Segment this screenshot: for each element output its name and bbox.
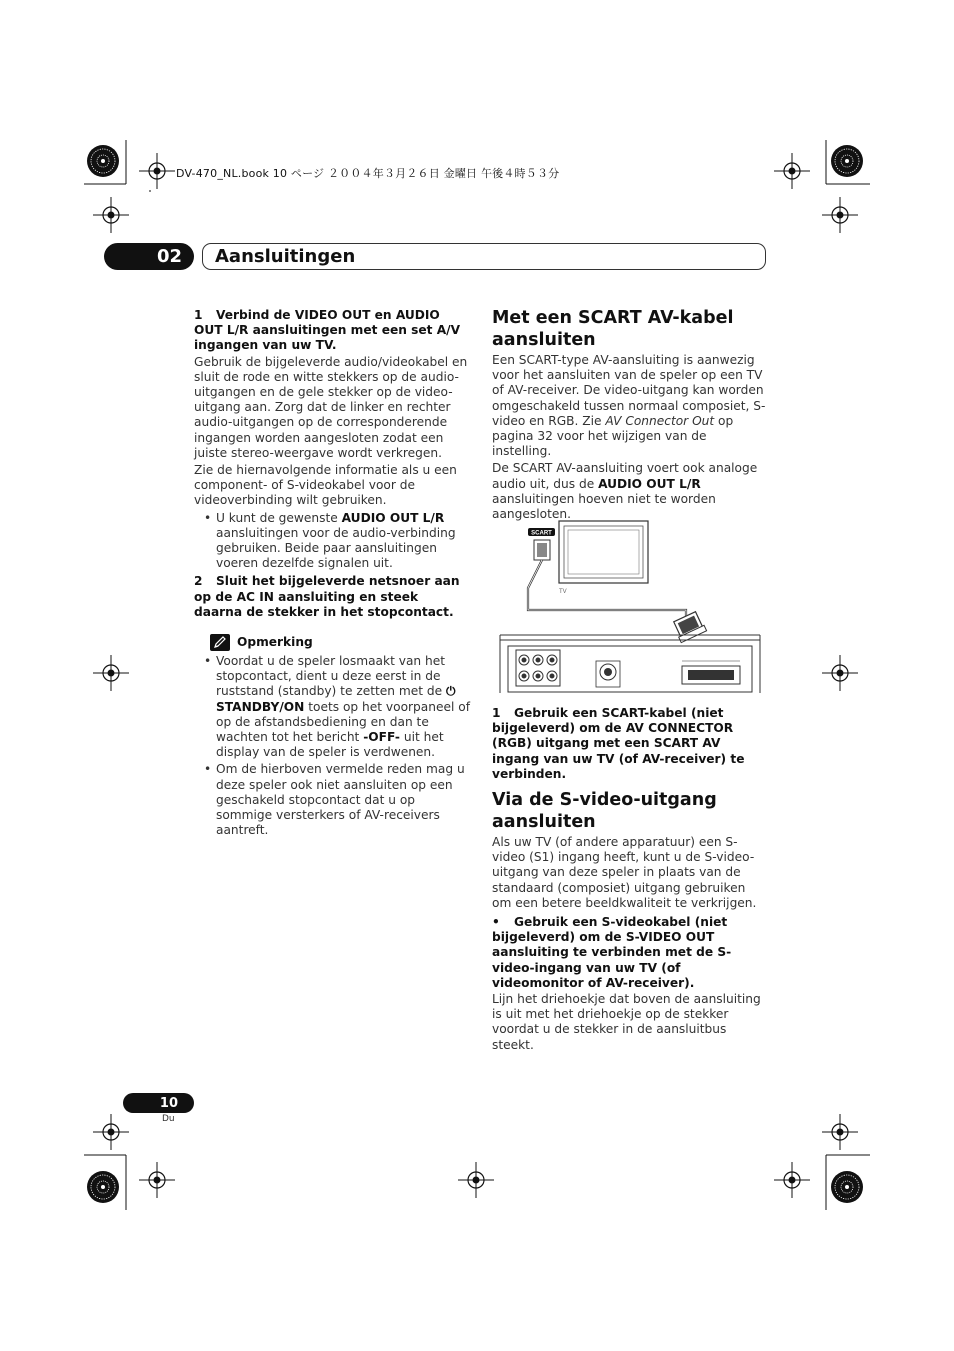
file-header: DV-470_NL.book 10 ページ ２００４年３月２６日 金曜日 午後４時５３分 — [176, 167, 560, 180]
right-column-bottom — [492, 706, 768, 1053]
svideo-bullet: • Gebruik een S-videokabel (niet bijgeleverd) om de S-VIDEO OUT aansluiting te verbinden met de S-video-ingang van uw TV (of videomonitor of AV-receiver). — [492, 915, 732, 990]
power-icon: ⏻ — [446, 684, 456, 699]
heading-scart: Met een SCART AV-kabel aansluiten — [492, 308, 734, 350]
left-column — [194, 308, 470, 839]
scart-paragraph-1: Een SCART-type AV-aansluiting is aanwezig voor het aansluiten van de speler op een TV of AV-receiver. De video-uitgang kan worden omgeschakeld tussen normaal composiet, S-video en RGB. Zie AV Connector Out op pagina 32 voor het wijzigen van de instelling. — [492, 353, 766, 459]
step2-heading: 2 Sluit het bijgeleverde netsnoer aan op de AC IN aansluiting en steek daarna de stekker in het stopcontact. — [194, 574, 460, 619]
note-item-switched-outlet: • Om de hierboven vermelde reden mag u deze speler ook niet aansluiten op een geschakeld stopcontact dat u op sommige versterkers of AV-receivers aantreft. — [204, 762, 465, 838]
page-number-badge — [123, 1093, 194, 1113]
heading-svideo: Via de S-video-uitgang aansluiten — [492, 790, 717, 833]
page-language: Du — [162, 1114, 175, 1124]
svideo-paragraph-2: Lijn het driehoekje dat boven de aansluiting is uit met het driehoekje op de stekker voordat u de stekker in de aansluitbus steekt. — [492, 992, 761, 1052]
chapter-title-bar — [202, 243, 766, 270]
diagram-drawing — [492, 518, 768, 698]
bullet-audio-out: • U kunt de gewenste AUDIO OUT L/R aansluitingen voor de audio-verbinding gebruiken. Beide paar aansluitingen voeren dezelfde signalen uit. — [204, 510, 456, 571]
right-column-top — [492, 307, 768, 522]
svideo-paragraph-1: Als uw TV (of andere apparatuur) een S-video (S1) ingang heeft, kunt u de S-video-uitgang van deze speler in plaats van de standaard (composiet) uitgang gebruiken om een betere beeldkwaliteit te verkrijgen. — [492, 835, 757, 910]
note-heading: Opmerking — [210, 634, 470, 651]
step-scart-heading: 1 Gebruik een SCART-kabel (niet bijgeleverd) om de AV CONNECTOR (RGB) uitgang met een SCART AV ingang van uw TV (of AV-receiver) te verbinden. — [492, 706, 745, 781]
scart-paragraph-2: De SCART AV-aansluiting voert ook analoge audio uit, dus de AUDIO OUT L/R aansluitingen hoeven niet te worden aangesloten. — [492, 461, 758, 522]
scart-label: SCART — [531, 530, 552, 537]
page-number: 10 — [159, 1095, 178, 1111]
tv-label: TV — [559, 589, 567, 595]
chapter-number-badge — [104, 243, 194, 270]
scart-connection-diagram — [492, 518, 768, 698]
step1-heading: 1 Verbind de VIDEO OUT en AUDIO OUT L/R aansluitingen met een set A/V ingangen van uw TV. — [194, 308, 461, 353]
note-pencil-icon — [210, 634, 230, 651]
chapter-title: Aansluitingen — [215, 246, 356, 267]
note-item-standby: • Voordat u de speler losmaakt van het stopcontact, dient u deze eerst in de ruststand (standby) te zetten met de ⏻ STANDBY/ON toets op het voorpaneel of op de afstandsbediening en dan te wachten tot het bericht -OFF- uit het display van de speler is verdwenen. — [204, 654, 470, 760]
step1-body-2: Zie de hiernavolgende informatie als u een component- of S-videokabel voor de videoverbinding wilt gebruiken. — [194, 463, 457, 508]
step1-body: Gebruik de bijgeleverde audio/videokabel en sluit de rode en witte stekkers op de audio-uitgangen en de gele stekker op de video-uitgang aan. Zorg dat de linker en rechter audio-uitgangen op de corresponderende ingangen worden aangesloten zodat een juiste stereo-weergave wordt verkregen. — [194, 354, 468, 460]
chapter-number: 02 — [156, 246, 182, 267]
